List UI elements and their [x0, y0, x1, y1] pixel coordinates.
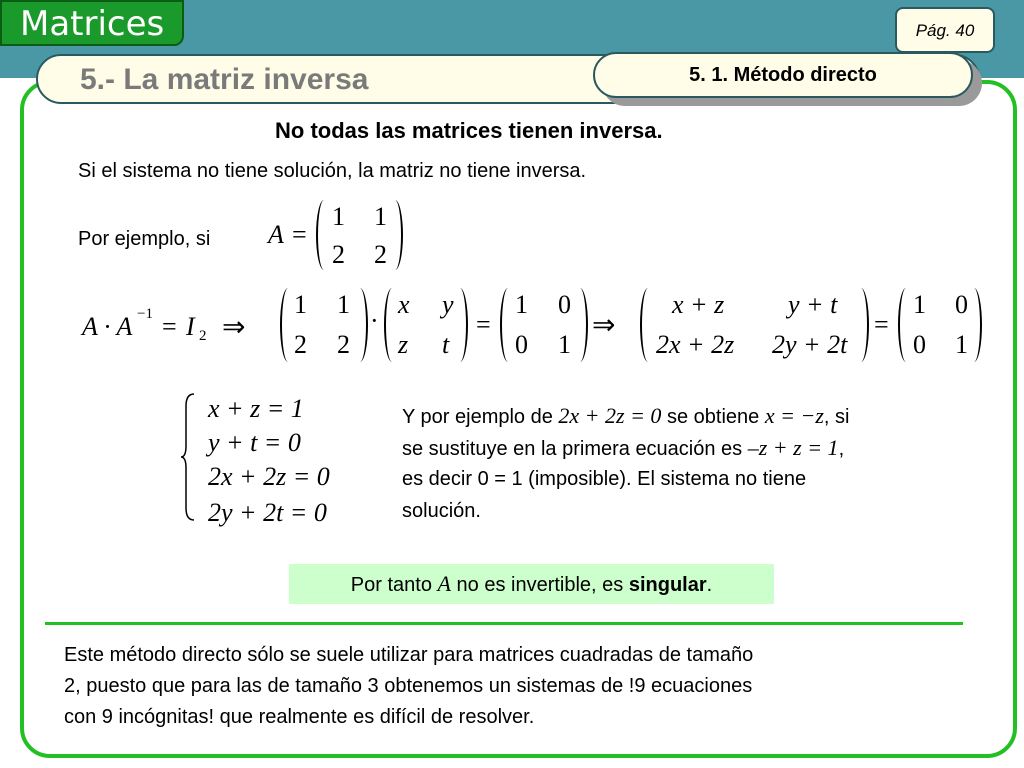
- system-equation: 2y + 2t = 0: [208, 498, 327, 527]
- matrix-cell: 1: [515, 290, 528, 319]
- left-paren: [898, 288, 914, 362]
- implies-arrow: ⇒: [592, 310, 616, 341]
- conclusion-box: [289, 564, 774, 604]
- right-paren: [352, 288, 368, 362]
- system-equation: x + z = 1: [208, 394, 304, 423]
- matrix-a-name: A: [268, 220, 284, 249]
- matrix-cell: 1: [955, 330, 968, 359]
- matrix-cell: x + z: [672, 290, 725, 319]
- system-brace: [180, 392, 196, 522]
- matrix-cell: 2y + 2t: [772, 330, 848, 359]
- math-span: –z + z = 1: [747, 435, 839, 460]
- right-paren: [853, 288, 869, 362]
- footer-line: Este método directo sólo se suele utilizar para matrices cuadradas de tamaño: [64, 644, 754, 666]
- math-span: x = −z: [764, 403, 824, 428]
- matrix-cell: y: [442, 290, 454, 319]
- explanation-line: es decir 0 = 1 (imposible). El sistema no tiene: [402, 468, 807, 490]
- example-label: Por ejemplo, si: [78, 228, 211, 250]
- matrix-cell: 0: [515, 330, 528, 359]
- explanation-line: solución.: [402, 500, 481, 522]
- footer-line: con 9 incógnitas! que realmente es difícil de resolver.: [64, 706, 535, 728]
- matrix-cell: 1: [294, 290, 307, 319]
- matrix-cell: 1: [558, 330, 571, 359]
- right-paren: [452, 288, 468, 362]
- text-span: se sustituye en la primera ecuación es: [402, 438, 748, 460]
- identity-symbol: I: [186, 312, 195, 341]
- left-paren: [500, 288, 516, 362]
- matrix-cell: 0: [913, 330, 926, 359]
- matrix-cell: 2: [337, 330, 350, 359]
- matrix-cell: 1: [374, 202, 387, 231]
- math-span: 2x + 2z = 0: [558, 403, 662, 428]
- right-paren: [572, 288, 588, 362]
- matrix-cell: 2: [332, 240, 345, 269]
- matrix-cell: y + t: [788, 290, 838, 319]
- matrix-cell: 2: [294, 330, 307, 359]
- left-paren: [316, 200, 332, 270]
- bold-term: singular: [628, 574, 707, 596]
- text-span: Por tanto: [350, 574, 438, 596]
- page-number: Pág. 40: [895, 7, 995, 53]
- text-span: Y por ejemplo de: [402, 406, 559, 428]
- right-paren: [387, 200, 403, 270]
- footer-line: 2, puesto que para las de tamaño 3 obtenemos un sistemas de !9 ecuaciones: [64, 675, 753, 697]
- matrix-cell: x: [398, 290, 410, 319]
- heading: No todas las matrices tienen inversa.: [275, 118, 663, 143]
- subtitle-tab[interactable]: 5. 1. Método directo: [593, 52, 973, 98]
- right-paren: [966, 288, 982, 362]
- math-span: A: [437, 571, 451, 596]
- explanation-line: [402, 435, 844, 461]
- matrix-cell: 1: [332, 202, 345, 231]
- page-title: 5.- La matriz inversa: [80, 63, 369, 96]
- text-span: ,: [838, 438, 845, 460]
- left-paren: [640, 288, 656, 362]
- explanation-line: [402, 403, 849, 429]
- matrix-cell: 1: [337, 290, 350, 319]
- system-equation: y + t = 0: [208, 428, 301, 457]
- equals-sign: =: [874, 310, 889, 339]
- matrix-cell: 1: [913, 290, 926, 319]
- implies-arrow: ⇒: [222, 312, 246, 343]
- equals-sign: =: [162, 312, 177, 341]
- equals-sign: =: [292, 220, 307, 249]
- dot-operator: ·: [370, 306, 379, 335]
- text-span: no es invertible, es: [450, 574, 629, 596]
- matrix-cell: z: [398, 330, 409, 359]
- intro-text: Si el sistema no tiene solución, la matriz no tiene inversa.: [78, 160, 587, 182]
- system-equation: 2x + 2z = 0: [208, 462, 330, 491]
- matrix-cell: 2: [374, 240, 387, 269]
- text-span: se obtiene: [661, 406, 765, 428]
- brand-label: Matrices: [0, 0, 184, 46]
- text-span: , si: [823, 406, 850, 428]
- matrix-cell: 0: [955, 290, 968, 319]
- text-span: .: [706, 574, 713, 596]
- inverse-exponent: −1: [137, 306, 153, 322]
- matrix-cell: 0: [558, 290, 571, 319]
- identity-subscript: 2: [199, 328, 207, 344]
- equals-sign: =: [476, 310, 491, 339]
- lhs-product: A · A: [82, 312, 133, 341]
- separator-line: [45, 622, 963, 625]
- matrix-cell: t: [442, 330, 450, 359]
- matrix-cell: 2x + 2z: [656, 330, 735, 359]
